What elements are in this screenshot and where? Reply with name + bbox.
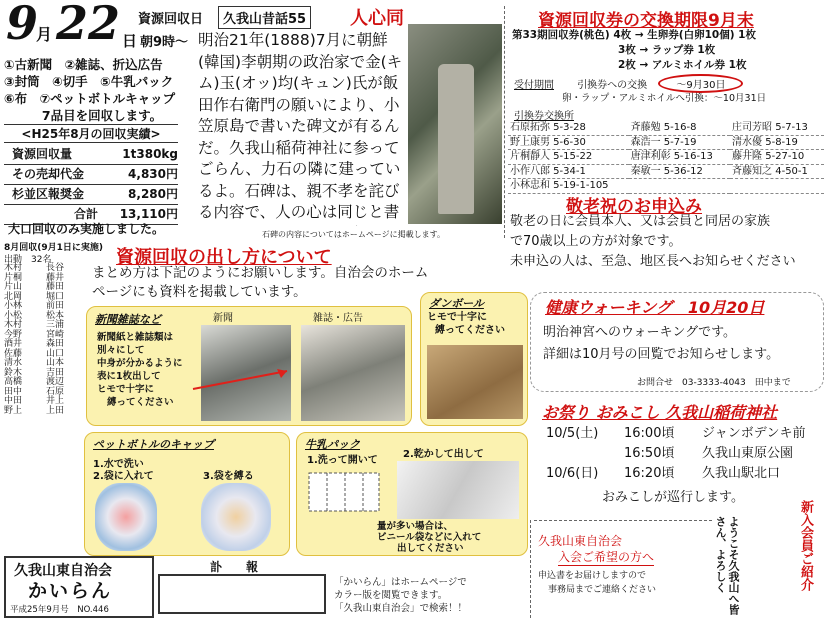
milk-card-title: 牛乳パック [305,438,360,451]
results-row [4,185,178,205]
attendee-name: 片桐 [4,272,23,283]
attendee-name: 堀口 [46,291,65,302]
keiro-line: で70歳以上の方が対象です。 [510,234,682,249]
results-thanks: 大口回収のみ実施しました。 [8,222,165,236]
day-unit: 日 [122,32,138,50]
store-cell: 清水優 5-8-19 [730,135,824,150]
attendee-name: 中田 [4,396,23,406]
festival-row [546,464,826,484]
exchange-egg-line: 卵・ラップ・アルミホイルへ引換：～10月31日 [562,93,767,104]
walking-box [530,292,824,392]
divider-vertical [504,6,505,238]
festival-date: 10/6(日) [546,466,599,481]
card-line: ヒモで十字に [427,312,487,323]
festival-row [546,424,826,444]
milk-note [377,521,481,554]
month-unit: 月 [36,25,53,44]
festival-schedule [546,424,826,484]
results-row [4,145,178,165]
exchange-line: 3枚 → ラップ券 1枚 [618,44,716,56]
footer-issue: 平成25年9月号 NO.446 [10,605,109,615]
festival-place: 久我山東原公園 [702,446,794,461]
store-row [508,150,824,165]
results-row [4,165,178,185]
stores-grid [508,121,824,194]
results-value: 4,830円 [128,167,178,181]
results-label: 杉並区報奨金 [12,187,85,201]
cap-bag-tied-photo [201,483,271,551]
card-line: 縛ってください [107,397,174,408]
festival-time: 16:20頃 [624,466,675,481]
footer-web-info [334,576,530,615]
milk-carton-card [296,432,528,556]
store-row [508,164,824,179]
attendee-name: 山本 [46,358,65,368]
attendee-name: 松本 [46,310,65,321]
magazine-bundle-photo [301,325,405,421]
keiro-line: 未申込の人は、至急、地区長へお知らせください [510,254,796,269]
items-line: ①古新聞 ②雑誌、折込広告 [4,57,163,72]
obituary-label: 訃 報 [210,560,259,574]
results-value: 8,280円 [128,187,178,201]
attendee-name: 清水 [4,358,23,368]
keiro-title: 敬老祝のお申込み [566,197,702,217]
newspaper-card-title: 新聞雑誌など [95,313,161,326]
web-line: 「かいらん」はホームページで [334,577,467,588]
store-cell [730,179,824,194]
pointer-arrow [187,365,297,395]
join-title-1: 久我山東自治会 [538,534,623,548]
results-label: 資源回収量 [12,147,73,161]
keiro-body [510,212,826,272]
stone-monument-photo [408,24,502,224]
exchange-line: 第33期回収券(桃色) 4枚 → 生卵券(白卵10個) 1枚 [512,29,756,41]
footer-org: 久我山東自治会 [14,563,112,579]
story-title: 人心同 [350,8,404,29]
items-line: ③封筒 ④切手 ⑤牛乳パック [4,74,174,89]
attendee-name: 今野 [4,329,23,340]
period-text: 引換券への交換 [577,80,648,91]
divider-vertical [530,520,531,618]
attendee-name: 小林 [4,301,23,311]
attendance-names [4,264,84,416]
attendee-name: 木村 [4,320,23,330]
walking-title: 健康ウォーキング 10月20日 [545,298,765,317]
results-table [4,145,178,225]
milk-step-2: 2.乾かして出して [403,449,484,460]
recycle-items [4,56,200,124]
festival-title: お祭り おみこし 久我山稲荷神社 [542,403,778,422]
new-members-vertical: 新入会員ご紹介 [798,500,813,591]
deadline-oval: ～9月30日 [658,74,743,93]
start-time: 朝9時～ [140,35,189,50]
festival-date [546,444,624,464]
card-line: 出してください [397,543,464,554]
store-cell: 石原拓弥 5-3-28 [508,121,629,135]
cardboard-card-text [427,311,505,337]
stone-shape [438,64,474,214]
festival-place: 久我山駅北口 [702,466,781,481]
web-line: カラー版を閲覧できます。 [334,590,448,601]
intro-line: まとめ方は下記のようにお願いします。自治会のホーム [92,265,429,281]
join-title-2: 入会ご希望の方へ [558,550,655,564]
attendance-title: 8月回収(9月1日に実施) [4,243,104,253]
card-line: 表に1枚出して [97,371,161,382]
divider-horizontal [534,520,712,521]
store-cell: 藤井隆 5-27-10 [730,150,824,165]
attendee-name: 山口 [46,348,65,359]
attendee-name: 酒井 [4,339,23,349]
attendee-name: 野上 [4,405,23,416]
card-line: 新聞紙と雑誌類は [97,332,174,343]
intro-line: ページにも資料を掲載しています。 [92,284,307,300]
results-value: 13,110円 [119,207,178,221]
walking-line-2: 詳細は10月号の回覧でお知らせします。 [543,347,780,362]
card-line: 別々にして [97,345,145,356]
attendance-count: 出動 32名 [4,255,52,265]
results-title: <H25年8月の回収実績> [4,124,178,143]
period-label: 受付期間 [514,80,554,91]
exchange-line: 2枚 → アルミホイル券 1枚 [618,59,747,71]
attendee-name: 森田 [46,339,65,349]
walking-line-1: 明治神宮へのウォーキングです。 [543,325,737,340]
stores-title: 引換券交換所 [514,111,574,122]
card-line: 中身が分かるように [97,358,183,369]
attendee-name: 小松 [4,310,23,321]
attendee-name: 田中 [4,386,23,397]
card-line: 縛ってください [435,325,505,336]
store-cell: 森浩一 5-7-19 [629,135,730,150]
cardboard-card-title: ダンボール [429,297,484,310]
attendee-name: 石原 [46,386,65,397]
pet-step-3: 3.袋を縛る [203,471,254,482]
card-line: ヒモで十字に [97,384,155,395]
stores-table [508,121,824,194]
howto-title: 資源回収の出し方について [116,247,332,268]
store-cell: 野上康男 5-6-30 [508,135,629,150]
attendee-name: 藤田 [46,282,65,292]
festival-row [546,444,826,464]
pet-step-2: 2.袋に入れて [93,471,154,482]
store-cell: 斉藤知之 4-50-1 [730,164,824,179]
join-text-1: 申込書をお届けしますので [538,571,647,581]
recycle-day-label: 資源回収日 [138,12,204,27]
attendee-name: 長谷 [46,263,65,273]
month-number: 9 [6,0,39,50]
store-cell: 小作八郎 5-34-1 [508,164,629,179]
festival-time: 16:50頃 [624,446,675,461]
attendee-name: 渡辺 [46,377,65,387]
attendee-name: 宮崎 [46,329,65,340]
story-series-title: 久我山昔話55 [218,6,311,29]
store-cell: 秦敏一 5-36-12 [629,164,730,179]
store-row [508,121,824,135]
attendee-name: 高橋 [4,377,23,387]
attendee-name: 鈴木 [4,367,23,378]
newspaper-card [86,306,412,426]
footer-masthead [4,556,154,618]
store-cell: 庄司芳昭 5-7-13 [730,121,824,135]
obituary-box [158,574,326,614]
card-line: 量が多い場合は、 [377,521,454,532]
keiro-line: 敬老の日に会員本人、又は会員と同居の家族 [510,214,771,229]
attendee-name: 片山 [4,282,23,292]
festival-place: ジャンボデンキ前 [702,426,806,441]
carton-unfold-diagram [307,467,387,517]
cardboard-box-photo [427,345,523,419]
issue-date [4,0,216,56]
drying-cartons-photo [397,461,519,519]
items-line: ⑥布 ⑦ペットボトルキャップ [4,91,176,106]
welcome-vertical: ようこそ久我山へ皆さん、よろしく [714,516,740,615]
attendee-name: 佐藤 [4,348,23,359]
store-cell: 片桐靜人 5-15-22 [508,150,629,165]
pet-cap-card-title: ペットボトルのキャップ [93,438,214,451]
results-value: 1t380kg [122,147,178,161]
attendee-name: 木村 [4,263,23,273]
festival-note: おみこしが巡行します。 [602,490,744,505]
store-cell: 唐津利彰 5-16-13 [629,150,730,165]
pet-step-1: 1.水で洗い [93,459,144,470]
web-line: 「久我山東自治会」で検索！！ [334,603,468,614]
newspaper-photo-label: 新聞 [213,313,233,324]
items-line: 7品目を回収します。 [41,108,163,123]
day-number: 22 [56,0,121,50]
store-row [508,135,824,150]
magazine-photo-label: 雑誌・広告 [313,313,363,324]
attendee-name: 吉田 [46,367,65,378]
attendee-name: 三浦 [46,320,65,330]
results-label: 合計 [74,207,99,221]
card-line: ビニール袋などに入れて [377,532,482,543]
store-cell: 斉藤勉 5-16-8 [629,121,730,135]
exchange-title: 資源回収券の交換期限9月末 [538,11,754,31]
attendee-name: 井上 [46,396,65,406]
pet-cap-card [84,432,290,556]
attendee-name: 藤井 [46,272,65,283]
festival-date: 10/5(土) [546,426,599,441]
festival-time: 16:00頃 [624,426,675,441]
attendee-name: 北岡 [4,291,23,302]
walking-contact: お問合せ 03-3333-4043 田中まで [637,378,791,388]
attendee-name: 前田 [46,301,65,311]
results-panel [4,124,178,225]
cap-bag-photo [95,483,157,551]
milk-step-1: 1.洗って開いて [307,455,378,466]
results-label: その売却代金 [12,167,85,181]
attendee-name: 上田 [46,405,65,416]
footer-newsletter-name: かいらん [28,580,113,602]
store-cell: 小林忠和 5-19-1-105 [508,179,629,194]
photo-caption: 石碑の内容についてはホームページに掲載します。 [262,230,446,239]
join-text-2: 事務局までご連絡ください [548,585,657,595]
exchange-rules [512,28,824,73]
story-body: 明治21年(1888)7月に朝鮮(韓国)李朝期の政治家で金(キム)玉(オッ)均(キュン)氏が飯田作右衛門の願いにより、小笠原島で書いた碑文が有るんだ。久我山稲荷神社に参ってごらん、力石の隣に建っているよ。石碑は、親不孝を詫びる内容で、人の心は同じと書 [198,31,403,221]
cardboard-card [420,292,528,426]
